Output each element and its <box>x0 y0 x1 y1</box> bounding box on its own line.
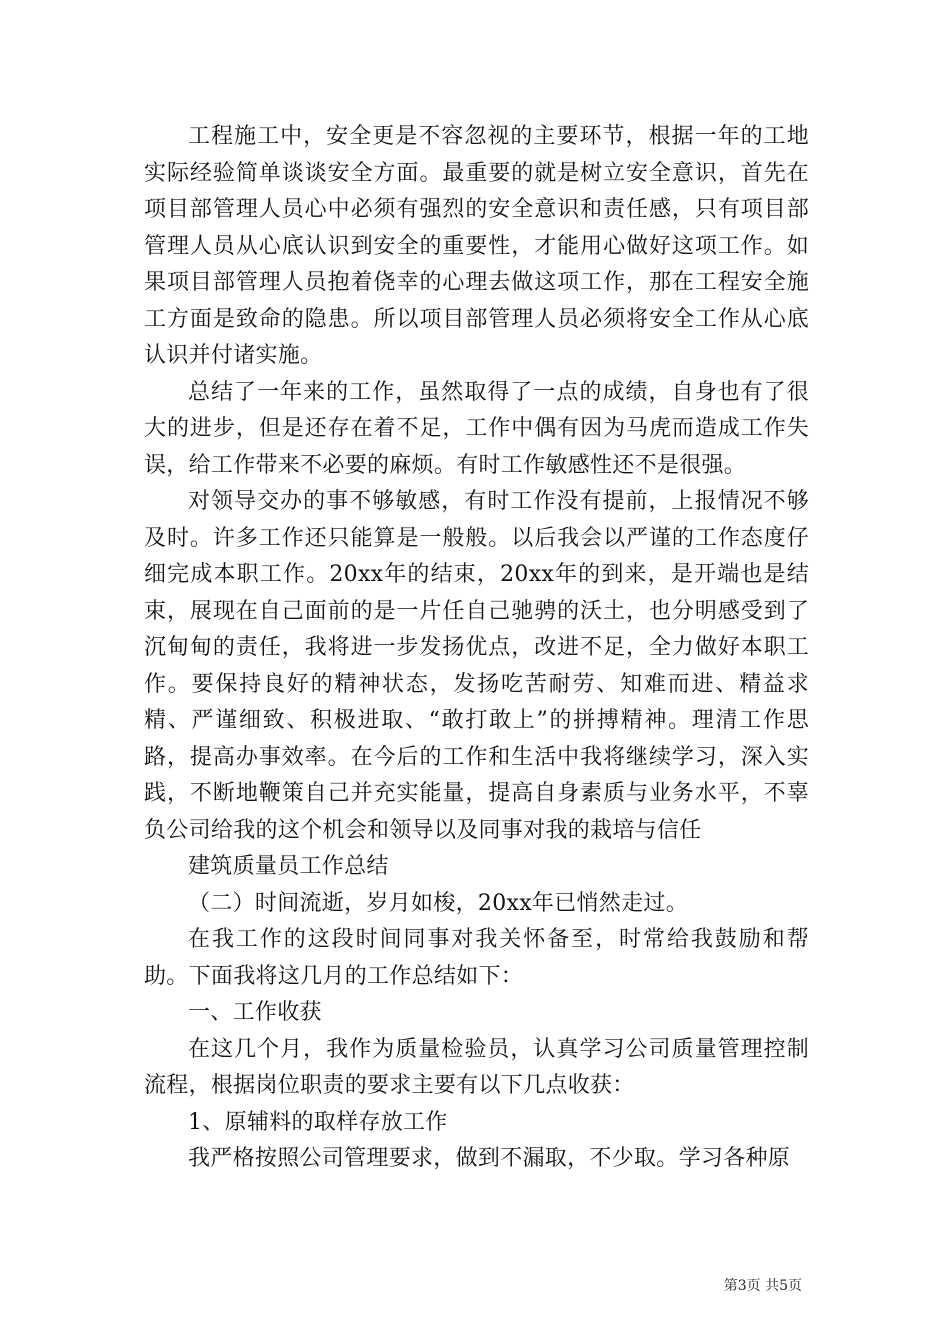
paragraph-intro: （二）时间流逝，岁月如梭，20xx年已悄然走过。 <box>188 890 689 916</box>
paragraph-safety: 工程施工中，安全更是不容忽视的主要环节，根据一年的工地实际经验简单谈谈安全方面。最重要的就是树立安全意识，首先在项目部管理人员心中必须有强烈的安全意识和责任感，只有项目部管理人员从心底认识到安全的重要性，才能用心做好这项工作。如果项目部管理人员抱着侥幸的心理去做这项工作，那在工程安全施工方面是致命的隐患。所以项目部管理人员必须将安全工作从心底认识并付诸实施。 <box>144 124 809 368</box>
paragraph-thanks: 在我工作的这段时间同事对我关怀备至，时常给我鼓励和帮助。下面我将这几月的工作总结如下： <box>144 927 809 989</box>
section-title: 建筑质量员工作总结 <box>188 854 389 879</box>
heading-sampling: 1、原辅料的取样存放工作 <box>188 1109 448 1135</box>
paragraph-summary: 总结了一年来的工作，虽然取得了一点的成绩，自身也有了很大的进步，但是还存在着不足，工作中偶有因为马虎而造成工作失误，给工作带来不必要的麻烦。有时工作敏感性还不是很强。 <box>144 379 809 478</box>
page-number: 第3页 共5页 <box>723 1278 802 1294</box>
paragraph-gains: 在这几个月，我作为质量检验员，认真学习公司质量管理控制流程，根据岗位职责的要求主要有以下几点收获： <box>144 1036 809 1098</box>
paragraph-sampling: 我严格按照公司管理要求，做到不漏取，不少取。学习各种原 <box>188 1146 791 1171</box>
document-body <box>144 119 809 1178</box>
paragraph-improvement: 对领导交办的事不够敏感，有时工作没有提前，上报情况不够及时。许多工作还只能算是一般般。以后我会以严谨的工作态度仔细完成本职工作。20xx年的结束，20xx年的到来，是开端也是结束，展现在自己面前的是一片任自己驰骋的沃土，也分明感受到了沉甸甸的责任，我将进一步发扬优点，改进不足，全力做好本职工作。要保持良好的精神状态，发扬吃苦耐劳、知难而进、精益求精、严谨细致、积极进取、“敢打敢上”的拼搏精神。理清工作思路，提高办事效率。在今后的工作和生活中我将继续学习，深入实践，不断地鞭策自己并充实能量，提高自身素质与业务水平，不辜负公司给我的这个机会和领导以及同事对我的栽培与信任 <box>144 489 809 843</box>
heading-work-gains: 一、工作收获 <box>188 1000 322 1025</box>
